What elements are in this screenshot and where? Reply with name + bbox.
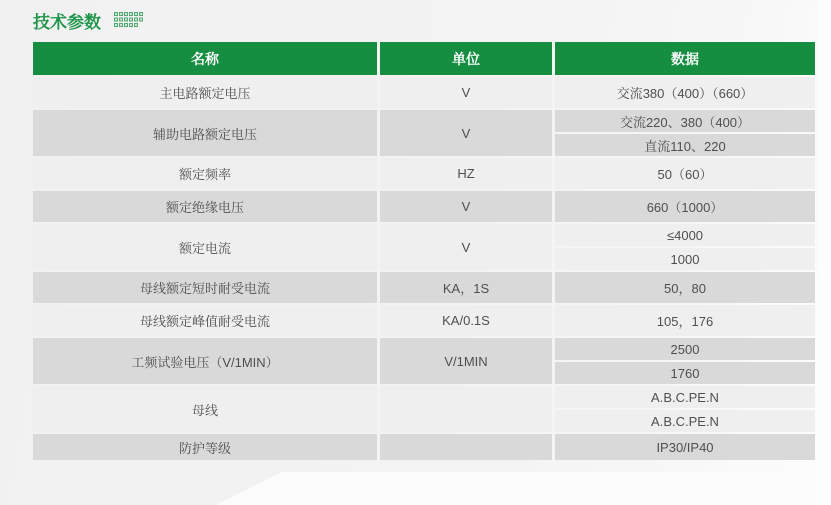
param-name: 母线 <box>33 386 377 432</box>
table-row <box>33 191 815 222</box>
param-name: 母线额定短时耐受电流 <box>33 272 377 303</box>
param-value: 交流380（400）（660） <box>555 77 815 108</box>
param-name: 辅助电路额定电压 <box>33 110 377 156</box>
param-name: 额定电流 <box>33 224 377 270</box>
parameters-table <box>30 40 818 462</box>
page-title: 技术参数 <box>33 13 101 32</box>
table-row <box>33 386 815 408</box>
param-value: 50（60） <box>555 158 815 189</box>
param-name: 主电路额定电压 <box>33 77 377 108</box>
table-row <box>33 305 815 336</box>
param-name: 工频试验电压（V/1MIN） <box>33 338 377 384</box>
param-value: 105，176 <box>555 305 815 336</box>
table-header-row <box>33 42 815 75</box>
param-value: 2500 <box>555 338 815 360</box>
column-header-unit: 单位 <box>380 42 552 75</box>
param-unit: V/1MIN <box>380 338 552 384</box>
param-unit: V <box>380 77 552 108</box>
param-value: 660（1000） <box>555 191 815 222</box>
param-unit: KA/0.1S <box>380 305 552 336</box>
param-unit: V <box>380 224 552 270</box>
param-name: 母线额定峰值耐受电流 <box>33 305 377 336</box>
table-row <box>33 338 815 360</box>
param-name: 防护等级 <box>33 434 377 460</box>
param-unit: HZ <box>380 158 552 189</box>
param-value: 直流110、220 <box>555 134 815 156</box>
param-value: 50，80 <box>555 272 815 303</box>
background-right-band <box>818 0 831 505</box>
param-unit: V <box>380 110 552 156</box>
column-header-data: 数据 <box>555 42 815 75</box>
table-row <box>33 272 815 303</box>
table-row <box>33 158 815 189</box>
param-value: A.B.C.PE.N <box>555 386 815 408</box>
param-value: 交流220、380（400） <box>555 110 815 132</box>
table-row <box>33 110 815 132</box>
param-name: 额定绝缘电压 <box>33 191 377 222</box>
param-value: ≤4000 <box>555 224 815 246</box>
param-value: 1000 <box>555 248 815 270</box>
table-row <box>33 434 815 460</box>
params-table-body <box>33 77 815 460</box>
table-row <box>33 224 815 246</box>
param-value: A.B.C.PE.N <box>555 410 815 432</box>
column-header-name: 名称 <box>33 42 377 75</box>
param-unit: KA，1S <box>380 272 552 303</box>
dots-decoration-icon <box>114 12 148 33</box>
param-name: 额定频率 <box>33 158 377 189</box>
background-wedge <box>0 472 831 505</box>
table-row <box>33 77 815 108</box>
param-unit <box>380 386 552 432</box>
param-unit <box>380 434 552 460</box>
param-unit: V <box>380 191 552 222</box>
param-value: 1760 <box>555 362 815 384</box>
param-value: IP30/IP40 <box>555 434 815 460</box>
